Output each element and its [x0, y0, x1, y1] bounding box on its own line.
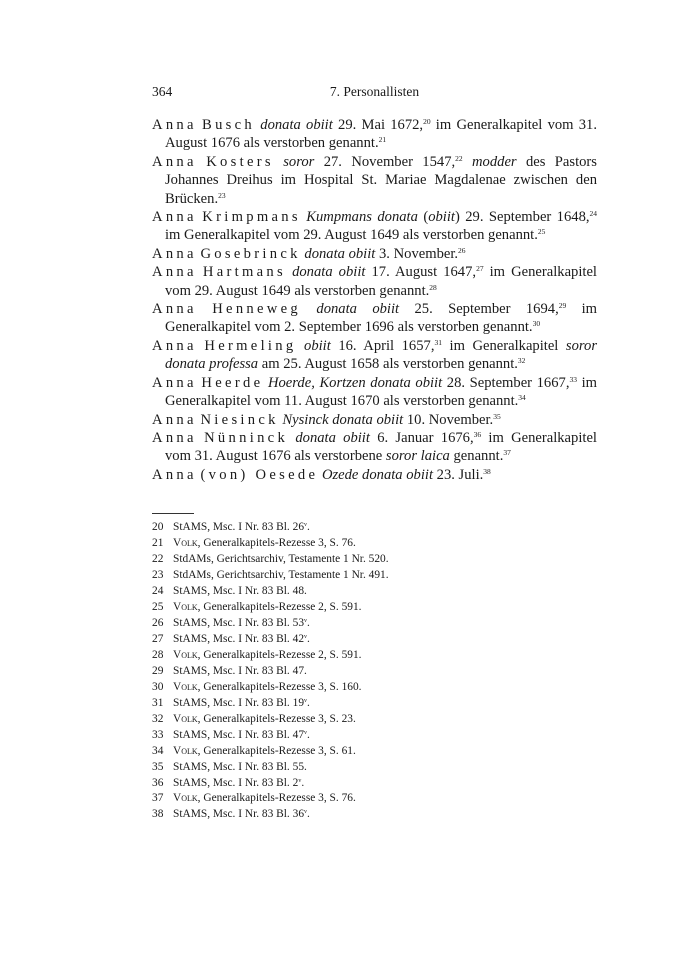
register-entry	[152, 337, 597, 374]
footnote-number: 21	[152, 536, 164, 549]
first-name: Anna	[152, 209, 197, 226]
footnote-number: 28	[152, 648, 164, 661]
footnote	[152, 776, 597, 792]
author-name: Volk	[173, 680, 198, 693]
footnote-number: 38	[152, 808, 164, 821]
footnote-number: 20	[152, 521, 164, 533]
first-name: Anna	[152, 245, 197, 262]
running-title: 7. Personallisten	[329, 84, 420, 99]
footnote-separator	[152, 513, 194, 514]
text-run: StAMS, Msc. I Nr. 83 Bl. 47.	[173, 664, 307, 677]
footnote	[152, 791, 597, 807]
author-name: Volk	[173, 744, 198, 757]
text-run: StdAMs, Gerichtsarchiv, Testamente 1 Nr. 520.	[173, 552, 389, 565]
text-run: 23. Juli.	[433, 466, 484, 483]
italic-text: donata obiit	[316, 301, 400, 318]
footnote-marker: 35	[493, 411, 501, 421]
footnote-number: 30	[152, 680, 164, 693]
first-name: Anna	[152, 301, 197, 318]
author-name: Volk	[173, 712, 198, 725]
footnote	[152, 744, 597, 760]
footnote-number: 36	[152, 776, 164, 789]
footnote	[152, 696, 597, 712]
register-entry	[152, 208, 597, 245]
first-name: Anna	[152, 264, 197, 281]
footnote-marker: 27	[476, 264, 484, 274]
footnote	[152, 520, 597, 536]
footnotes	[152, 520, 597, 823]
text-run: 10. November.	[403, 411, 494, 428]
footnote-marker: v	[304, 729, 308, 736]
page-number: 364	[152, 84, 173, 99]
footnote	[152, 632, 597, 648]
surname: Nünninck	[204, 429, 289, 446]
italic-text: modder	[472, 153, 517, 170]
text-run: 16. April 1657,	[330, 337, 435, 354]
italic-text: soror laica	[385, 448, 450, 465]
footnote-marker: 37	[503, 448, 511, 458]
footnote	[152, 712, 597, 728]
footnote	[152, 584, 597, 600]
footnote	[152, 648, 597, 664]
italic-text: donata obiit	[295, 429, 370, 446]
footnote-marker: v	[304, 633, 308, 640]
italic-text: Ozede donata obiit	[321, 466, 434, 483]
text-run	[463, 154, 472, 170]
text-run: .	[307, 521, 310, 533]
footnote-marker: 31	[434, 337, 442, 347]
footnote-marker: v	[298, 777, 302, 784]
footnote-marker: 22	[455, 153, 463, 163]
text-run: , Generalkapitels-Rezesse 2, S. 591.	[197, 600, 362, 613]
text-run: , Generalkapitels-Rezesse 3, S. 160.	[197, 680, 362, 693]
first-name: Anna	[152, 117, 197, 133]
italic-text: donata obiit	[260, 117, 333, 133]
surname: (von) Oesede	[200, 466, 319, 483]
footnote-number: 27	[152, 632, 164, 645]
author-name: Volk	[173, 792, 198, 805]
text-run: , Generalkapitels-Rezesse 3, S. 76.	[197, 536, 356, 549]
register-entry	[152, 466, 597, 484]
surname: Kosters	[206, 153, 274, 170]
text-run: 17. August 1647,	[365, 264, 477, 281]
surname: Henneweg	[212, 301, 302, 318]
register-entry	[152, 245, 597, 263]
register-entry	[152, 263, 597, 300]
text-run: .	[307, 616, 310, 629]
footnote	[152, 536, 597, 552]
text-run: im Generalkapitel vom 11. August 1670 als verstorben genannt.	[165, 374, 597, 410]
footnote-marker: 34	[518, 393, 526, 403]
italic-text: Kumpmans donata	[306, 209, 418, 226]
footnote-number: 34	[152, 744, 164, 757]
text-run: , Generalkapitels-Rezesse 2, S. 591.	[197, 648, 362, 661]
text-run: .	[307, 632, 310, 645]
footnote-marker: 30	[532, 319, 541, 329]
text-run: im Generalkapitel vom 31. August 1676 als verstorbene	[165, 429, 597, 465]
surname: Niesinck	[200, 411, 279, 428]
footnote-number: 35	[152, 760, 164, 773]
text-run: im Generalkapitel	[441, 337, 566, 354]
register-entry	[152, 153, 597, 208]
footnote-marker: 28	[429, 282, 437, 292]
text-run: 28. September 1667,	[442, 374, 570, 391]
text-run: , Generalkapitels-Rezesse 3, S. 76.	[197, 792, 356, 805]
italic-text: obiit	[304, 337, 331, 354]
footnote	[152, 807, 597, 823]
text-run: im Generalkapitel vom 31. August 1676 als verstorben genannt.	[165, 117, 597, 152]
footnote-number: 37	[152, 792, 164, 805]
italic-text: obiit	[428, 209, 455, 226]
footnote	[152, 600, 597, 616]
surname: Hermeling	[204, 337, 297, 354]
first-name: Anna	[152, 337, 197, 354]
italic-text: Nysinck donata obiit	[282, 411, 404, 428]
footnote-marker: 25	[537, 227, 546, 237]
footnote-number: 25	[152, 600, 164, 613]
text-run: am 25. August 1658 als verstorben genannt.	[258, 356, 518, 373]
surname: Krimpmans	[202, 209, 301, 226]
surname: Hartmans	[202, 264, 287, 281]
first-name: Anna	[152, 429, 197, 446]
text-run: StAMS, Msc. I Nr. 83 Bl. 48.	[173, 584, 307, 597]
text-run: 6. Januar 1676,	[369, 429, 474, 446]
register-entry	[152, 116, 597, 153]
author-name: Volk	[173, 536, 198, 549]
text-run: , Generalkapitels-Rezesse 3, S. 61.	[197, 744, 356, 757]
author-name: Volk	[173, 648, 198, 661]
footnote-number: 29	[152, 664, 164, 677]
footnote-marker: v	[304, 809, 308, 816]
text-run: StAMS, Msc. I Nr. 83 Bl. 55.	[173, 760, 307, 773]
text-run: im Generalkapitel vom 29. August 1649 als verstorben genannt.	[165, 227, 538, 244]
footnote	[152, 552, 597, 568]
footnote-number: 31	[152, 696, 164, 709]
footnote-marker: 20	[423, 117, 431, 126]
text-run: StAMS, Msc. I Nr. 83 Bl. 2	[173, 776, 299, 789]
footnote-number: 32	[152, 712, 164, 725]
footnote	[152, 728, 597, 744]
text-run: 27. November 1547,	[314, 153, 456, 170]
text-run: StAMS, Msc. I Nr. 83 Bl. 36	[173, 808, 305, 821]
surname: Heerde	[201, 374, 264, 391]
text-run: genannt.	[449, 448, 504, 465]
author-name: Volk	[173, 600, 198, 613]
footnote-number: 26	[152, 616, 164, 629]
register-entry	[152, 300, 597, 337]
text-run: StAMS, Msc. I Nr. 83 Bl. 47	[173, 728, 305, 741]
text-run: ) 29. September 1648,	[454, 209, 590, 226]
footnote-marker: 32	[517, 356, 526, 366]
text-run: .	[307, 728, 310, 741]
footnote-marker: v	[304, 617, 308, 624]
first-name: Anna	[152, 411, 197, 428]
footnote-marker: v	[304, 522, 308, 528]
footnote-marker: 33	[569, 374, 577, 384]
text-run: StAMS, Msc. I Nr. 83 Bl. 26	[173, 521, 305, 533]
register-entry	[152, 429, 597, 466]
text-run: .	[301, 776, 305, 789]
text-run: im Generalkapitel vom 2. September 1696 als verstorben genannt.	[165, 301, 598, 336]
register-entry	[152, 411, 597, 429]
footnote-marker: v	[304, 697, 308, 704]
register-entries	[152, 116, 597, 484]
footnote-number: 23	[152, 568, 164, 581]
footnote-marker: 38	[483, 466, 491, 476]
surname: Busch	[202, 117, 256, 133]
text-run: .	[307, 808, 310, 821]
footnote	[152, 616, 597, 632]
page-header	[152, 84, 597, 104]
footnote-marker: 26	[458, 245, 466, 255]
first-name: Anna	[152, 374, 197, 391]
footnote-marker: 29	[558, 301, 567, 311]
footnote-number: 22	[152, 552, 164, 565]
text-run: des Pastors Johannes Dreihus im Hospital St. Mariae Magdalenae zwischen den Brücken.	[165, 153, 597, 207]
footnote-marker: 36	[473, 429, 482, 439]
text-run: 25. September 1694,	[399, 301, 559, 318]
text-run: .	[307, 696, 310, 709]
surname: Gosebrinck	[200, 245, 301, 262]
italic-text: donata obiit	[292, 264, 366, 281]
text-run: StAMS, Msc. I Nr. 83 Bl. 53	[173, 616, 305, 629]
text-run: (	[417, 209, 429, 226]
footnote-number: 33	[152, 728, 164, 741]
footnote	[152, 760, 597, 776]
italic-text: soror	[283, 153, 315, 170]
footnote-marker: 21	[378, 135, 387, 145]
italic-text: Hoerde, Kortzen donata obiit	[267, 374, 443, 391]
footnote	[152, 680, 597, 696]
italic-text: donata obiit	[304, 245, 376, 262]
text-run: StdAMs, Gerichtsarchiv, Testamente 1 Nr. 491.	[173, 568, 389, 581]
text-run: , Generalkapitels-Rezesse 3, S. 23.	[197, 712, 356, 725]
footnote	[152, 568, 597, 584]
footnote	[152, 664, 597, 680]
footnote-marker: 24	[589, 209, 598, 219]
register-entry	[152, 374, 597, 411]
footnote-number: 24	[152, 584, 164, 597]
text-run: im Generalkapitel vom 29. August 1649 als verstorben genannt.	[165, 264, 597, 299]
italic-text: soror donata professa	[165, 337, 597, 373]
footnote-marker: 23	[218, 190, 226, 200]
text-run: StAMS, Msc. I Nr. 83 Bl. 42	[173, 632, 305, 645]
first-name: Anna	[152, 153, 197, 170]
text-run: 3. November.	[375, 245, 459, 262]
text-run: StAMS, Msc. I Nr. 83 Bl. 19	[173, 696, 305, 709]
text-run: 29. Mai 1672,	[332, 117, 424, 133]
first-name: Anna	[152, 466, 197, 483]
